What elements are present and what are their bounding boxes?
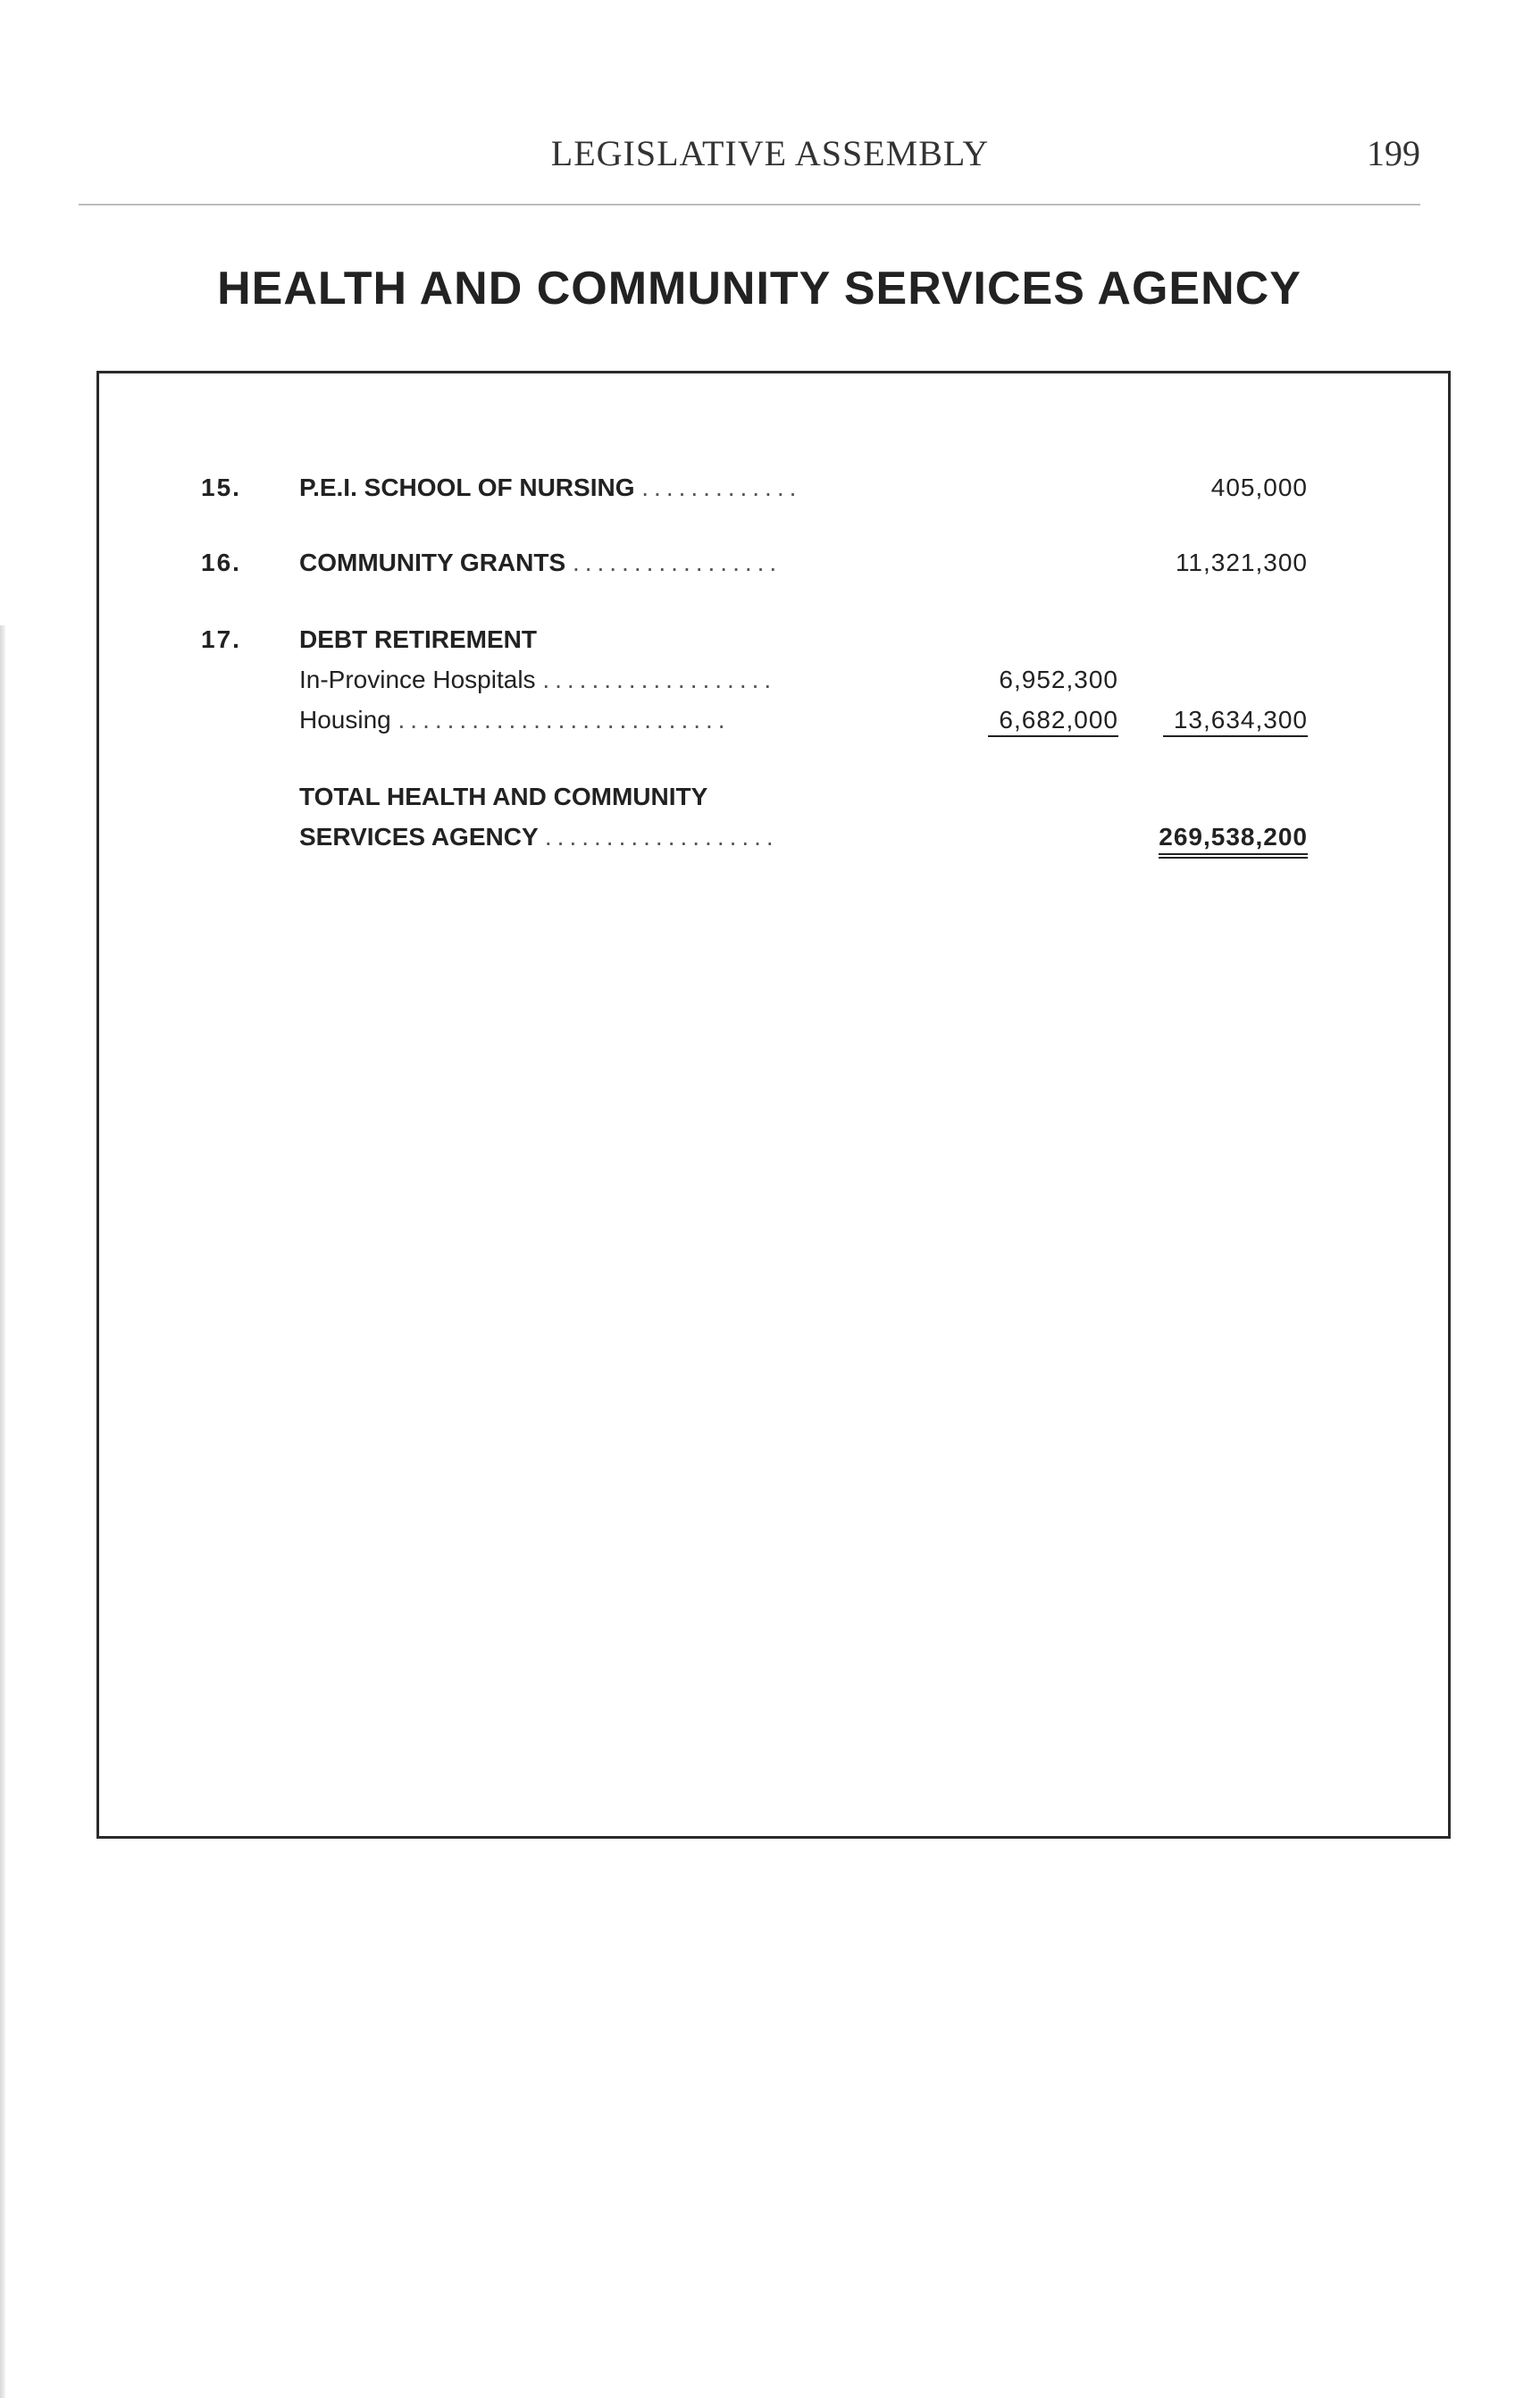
grand-total-line-2 — [0, 823, 1540, 866]
grand-total-label-text: SERVICES AGENCY — [299, 823, 539, 851]
sub-item-label — [299, 666, 907, 694]
leader-dots: ................. — [572, 549, 783, 576]
item-number: 17. — [201, 625, 241, 653]
item-label: DEBT RETIREMENT — [299, 625, 537, 653]
line-item-15 — [0, 474, 1540, 516]
item-total: 11,321,300 — [1175, 549, 1308, 576]
grand-total-label-1: TOTAL HEALTH AND COMMUNITY — [299, 783, 708, 810]
leader-dots: ........................... — [398, 706, 731, 734]
sub-item-amount: 6,952,300 — [999, 666, 1118, 693]
item-label-text: P.E.I. SCHOOL OF NURSING — [299, 474, 635, 501]
page-edge-shadow — [0, 625, 5, 2398]
item-total: 405,000 — [1210, 474, 1308, 501]
running-title: LEGISLATIVE ASSEMBLY — [550, 133, 990, 173]
page-number: 199 — [1367, 133, 1420, 173]
item-number: 15. — [201, 474, 241, 501]
agency-title: HEALTH AND COMMUNITY SERVICES AGENCY — [217, 263, 1301, 314]
debt-line-housing — [0, 706, 1540, 749]
line-item-16 — [0, 549, 1540, 591]
item-label-text: COMMUNITY GRANTS — [299, 549, 566, 576]
sub-item-label — [299, 706, 907, 734]
grand-total-line-1 — [0, 783, 1540, 826]
grand-total-label-2 — [299, 823, 907, 851]
leader-dots: ................... — [544, 823, 779, 851]
sub-item-label-text: In-Province Hospitals — [299, 666, 536, 693]
grand-total-amount: 269,538,200 — [1159, 823, 1308, 859]
debt-retirement-total: 13,634,300 — [1163, 706, 1308, 737]
running-header — [0, 132, 1540, 186]
debt-line-hospitals — [0, 666, 1540, 708]
item-label — [299, 474, 907, 502]
leader-dots: ............. — [641, 474, 802, 501]
line-item-17 — [0, 625, 1540, 668]
item-number: 16. — [201, 549, 241, 576]
sub-item-amount: 6,682,000 — [988, 706, 1118, 737]
header-rule — [79, 204, 1420, 205]
item-label — [299, 549, 907, 577]
sub-item-label-text: Housing — [299, 706, 391, 734]
leader-dots: ................... — [542, 666, 777, 693]
